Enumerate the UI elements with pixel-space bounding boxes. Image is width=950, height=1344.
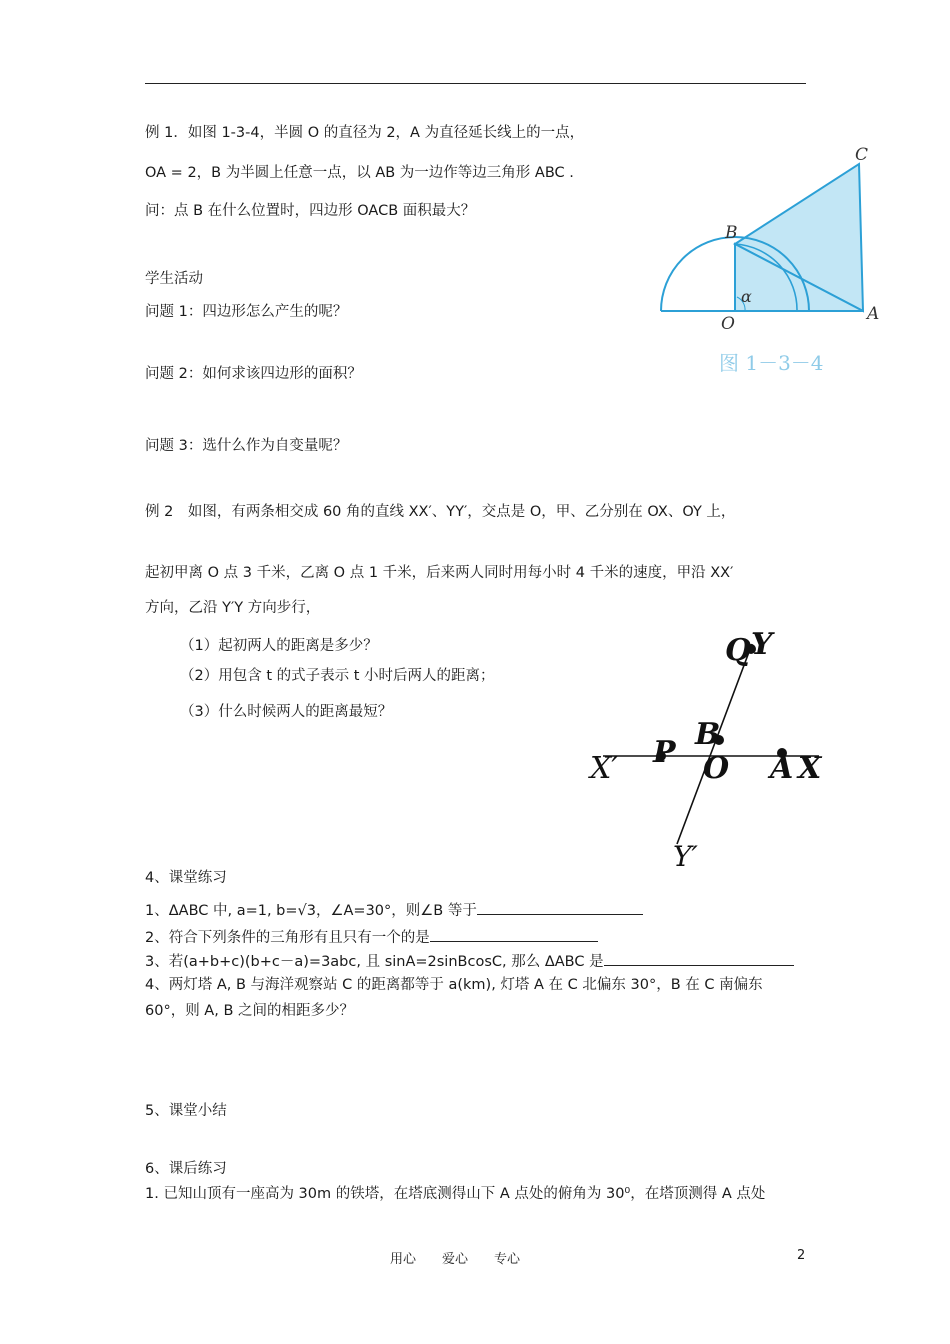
label-o2: O: [703, 751, 730, 786]
example1-line2: OA = 2，B 为半圆上任意一点，以 AB 为一边作等边三角形 ABC .: [145, 165, 574, 181]
label-x-prime: X′: [590, 751, 619, 786]
header-rule: [145, 83, 806, 84]
example1-line1: 例 1．如图 1-3-4，半圆 O 的直径为 2，A 为直径延长线上的一点，: [145, 125, 585, 141]
exercise-4-line2: 60°，则 A, B 之间的相距多少？: [145, 1003, 355, 1019]
label-a2: A: [770, 751, 794, 786]
answer-blank-3: [604, 951, 794, 966]
label-p: P: [653, 735, 676, 770]
example2-line1: 例 2 如图，有两条相交成 60 角的直线 XX′、YY′，交点是 O，甲、乙分别在 OX、OY 上，: [145, 504, 736, 520]
figure-intersecting-lines: [585, 620, 845, 880]
answer-blank-1: [477, 900, 643, 915]
example2-part-2: （2）用包含 t 的式子表示 t 小时后两人的距离；: [180, 668, 495, 684]
exercise-1-text-b: ，∠A=30°，则∠B 等于: [316, 903, 477, 919]
label-b: B: [725, 223, 738, 243]
section5-title: 5、课堂小结: [145, 1103, 227, 1119]
label-x: X: [798, 751, 822, 786]
figure-semicircle-triangle: [655, 140, 895, 380]
figure-caption: 图 1－3－4: [719, 351, 824, 375]
section6-title: 6、课后练习: [145, 1161, 227, 1177]
label-y: Y: [751, 627, 773, 662]
exercise-3-text: 3、若(a+b+c)(b+c－a)=3abc, 且 sinA=2sinBcosC, 那么 ΔABC 是: [145, 954, 604, 970]
example1-question: 问：点 B 在什么位置时，四边形 OACB 面积最大？: [145, 203, 476, 219]
activity-question-2: 问题 2：如何求该四边形的面积？: [145, 366, 362, 382]
exercise-2: [145, 927, 598, 948]
label-alpha: α: [741, 287, 752, 306]
section4-title: 4、课堂练习: [145, 870, 227, 886]
example2-part-3: （3）什么时候两人的距离最短？: [180, 704, 393, 720]
exercise-4-line1: 4、两灯塔 A, B 与海洋观察站 C 的距离都等于 a(km), 灯塔 A 在 C 北偏东 30°，B 在 C 南偏东: [145, 977, 763, 993]
page-number: 2: [797, 1248, 806, 1263]
exercise-2-text: 2、符合下列条件的三角形有且只有一个的是: [145, 930, 430, 946]
homework-1: 1. 已知山顶有一座高为 30m 的铁塔，在塔底测得山下 A 点处的俯角为 30⁰，在塔顶测得 A 点处: [145, 1186, 766, 1202]
label-c: C: [855, 145, 869, 165]
label-b2: B: [695, 717, 721, 752]
example2-line2: 起初甲离 O 点 3 千米，乙离 O 点 1 千米，后来两人同时用每小时 4 千米的速度，甲沿 XX′: [145, 565, 734, 581]
example2-line3: 方向，乙沿 Y′Y 方向步行，: [145, 600, 321, 616]
footer-motto: 用心 爱心 专心: [390, 1252, 521, 1267]
exercise-1: [145, 900, 643, 921]
exercise-1-text-a: 1、ΔABC 中, a=1, b=: [145, 903, 298, 919]
activity-question-1: 问题 1：四边形怎么产生的呢？: [145, 304, 348, 320]
label-y-prime: Y′: [673, 840, 698, 873]
exercise-3: [145, 951, 794, 972]
sqrt-three: √3: [297, 903, 317, 919]
answer-blank-2: [430, 927, 598, 942]
label-q: Q: [725, 633, 752, 668]
example2-part-1: （1）起初两人的距离是多少？: [180, 638, 378, 654]
label-a: A: [867, 304, 880, 324]
label-o: O: [721, 314, 735, 334]
activity-title: 学生活动: [145, 271, 203, 287]
activity-question-3: 问题 3：选什么作为自变量呢？: [145, 438, 348, 454]
